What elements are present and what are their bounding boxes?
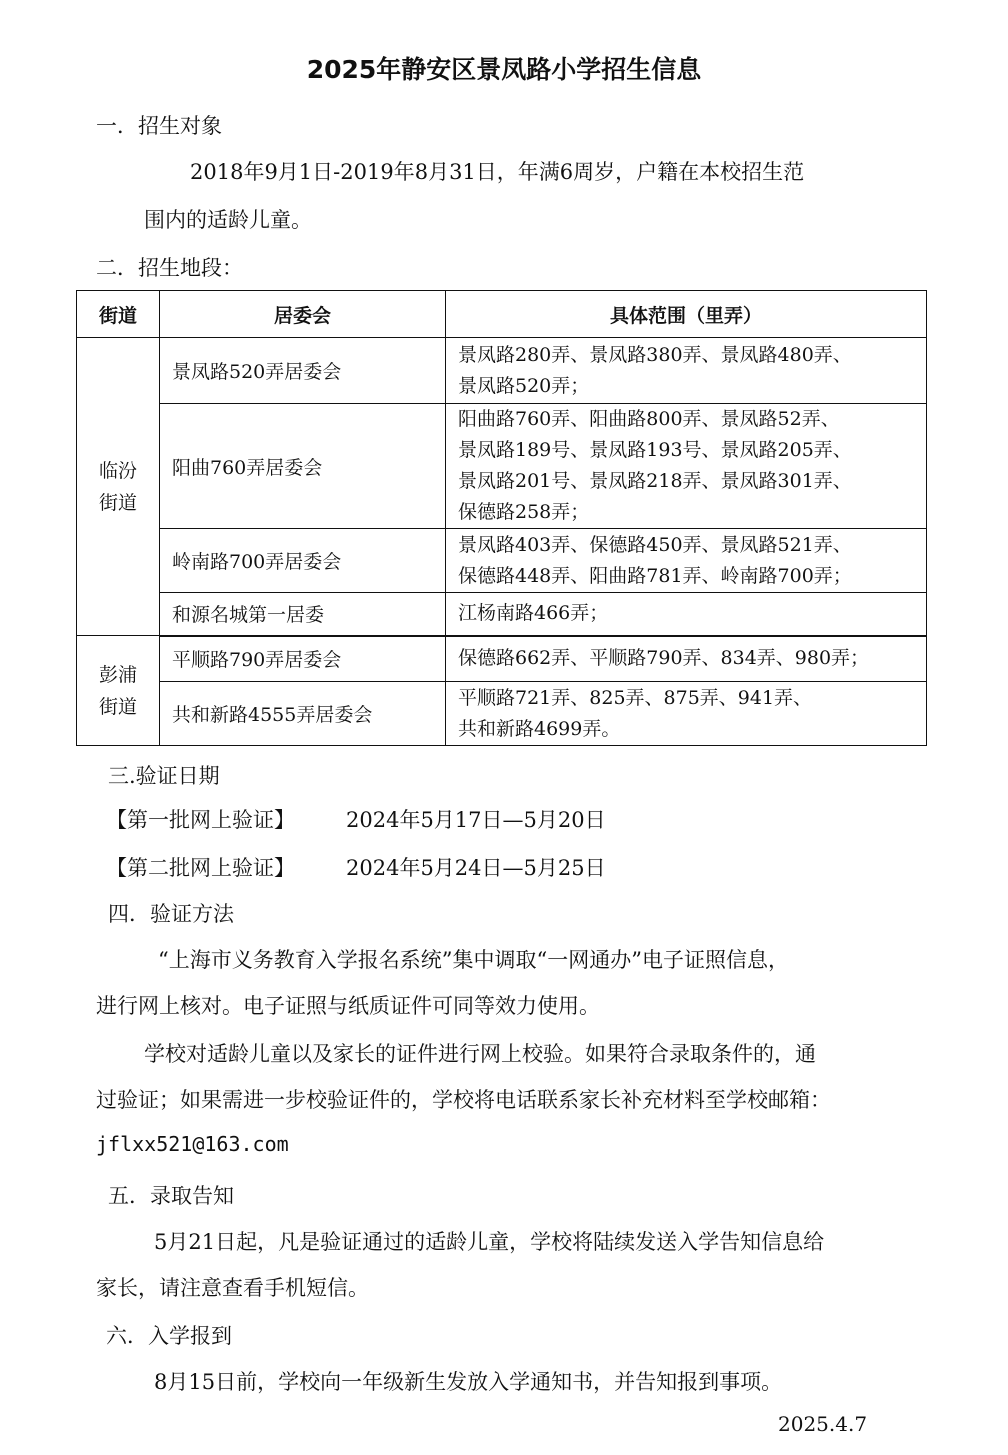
section6-line1: 8月15日前，学校向一年级新生发放入学通知书，并告知报到事项。 (154, 1370, 783, 1394)
section5-line2: 家长，请注意查看手机短信。 (96, 1276, 369, 1300)
document-date: 2025.4.7 (778, 1412, 868, 1436)
page-title: 2025年静安区景凤路小学招生信息 (306, 55, 702, 84)
range-cell (446, 682, 927, 746)
committee-cell: 平顺路790弄居委会 (160, 636, 446, 682)
section5-line1: 5月21日起，凡是验证通过的适龄儿童，学校将陆续发送入学告知信息给 (154, 1230, 825, 1254)
street-name-line2: 街道 (98, 695, 137, 718)
range-line: 景凤路201号、景凤路218弄、景凤路301弄、 (458, 470, 852, 492)
section5-heading: 五．录取告知 (108, 1184, 234, 1208)
street-cell-linfen (77, 338, 160, 636)
committee-cell: 阳曲760弄居委会 (160, 404, 446, 529)
school-email: jflxx521@163.com (96, 1132, 289, 1156)
header-committee: 居委会 (160, 291, 446, 338)
header-street: 街道 (77, 291, 160, 338)
range-cell (446, 636, 927, 682)
street-name-line1: 临汾 (98, 459, 137, 482)
street-cell-pengpu (77, 636, 160, 746)
range-cell (446, 593, 927, 636)
section4-p1-line2: 进行网上核对。电子证照与纸质证件可同等效力使用。 (96, 994, 600, 1018)
section2-heading: 二．招生地段： (96, 256, 243, 280)
range-line: 景凤路280弄、景凤路380弄、景凤路480弄、 (458, 343, 852, 366)
batch2-date: 2024年5月24日—5月25日 (346, 856, 606, 880)
range-line: 景凤路403弄、保德路450弄、景凤路521弄、 (458, 533, 852, 556)
section1-text-line1: 2018年9月1日-2019年8月31日，年满6周岁，户籍在本校招生范 (190, 160, 805, 184)
header-range: 具体范围（里弄） (446, 291, 927, 338)
range-line: 阳曲路760弄、阳曲路800弄、景凤路52弄、 (458, 408, 840, 430)
range-line: 保德路448弄、阳曲路781弄、岭南路700弄； (458, 564, 852, 587)
range-line: 景凤路189号、景凤路193号、景凤路205弄、 (458, 439, 852, 461)
committee-cell: 和源名城第一居委 (160, 593, 446, 636)
enrollment-zone-table (76, 290, 927, 746)
range-line: 景凤路520弄； (458, 374, 590, 397)
table-row (77, 636, 927, 682)
section4-p1-line1: “上海市义务教育入学报名系统”集中调取“一网通办”电子证照信息， (158, 948, 789, 972)
table-row (77, 682, 927, 746)
committee-cell: 共和新路4555弄居委会 (160, 682, 446, 746)
section4-heading: 四．验证方法 (108, 902, 234, 926)
street-name-line1: 彭浦 (98, 663, 137, 686)
range-line: 江杨南路466弄； (458, 602, 609, 625)
table-row (77, 593, 927, 636)
range-line: 共和新路4699弄。 (458, 717, 621, 740)
section1-heading: 一．招生对象 (96, 114, 222, 138)
section3-heading: 三.验证日期 (108, 764, 220, 788)
range-line: 保德路258弄； (458, 501, 590, 523)
committee-cell: 景凤路520弄居委会 (160, 338, 446, 404)
committee-cell: 岭南路700弄居委会 (160, 529, 446, 593)
section6-heading: 六．入学报到 (106, 1324, 232, 1348)
batch2-label: 【第二批网上验证】 (106, 856, 295, 880)
table-row (77, 338, 927, 404)
range-cell (446, 338, 927, 404)
table-row (77, 529, 927, 593)
section4-p2-line2: 过验证；如果需进一步校验证件的，学校将电话联系家长补充材料至学校邮箱： (96, 1088, 831, 1112)
batch1-label: 【第一批网上验证】 (106, 808, 295, 832)
table-row (77, 404, 927, 529)
section4-p2-line1: 学校对适龄儿童以及家长的证件进行网上校验。如果符合录取条件的，通 (144, 1042, 816, 1066)
range-cell (446, 404, 927, 529)
range-cell (446, 529, 927, 593)
table-header-row (77, 291, 927, 338)
section1-text-line2: 围内的适龄儿童。 (144, 208, 312, 232)
range-line: 平顺路721弄、825弄、875弄、941弄、 (458, 686, 813, 709)
range-line: 保德路662弄、平顺路790弄、834弄、980弄； (458, 647, 870, 670)
batch1-date: 2024年5月17日—5月20日 (346, 808, 606, 832)
street-name-line2: 街道 (98, 491, 137, 514)
